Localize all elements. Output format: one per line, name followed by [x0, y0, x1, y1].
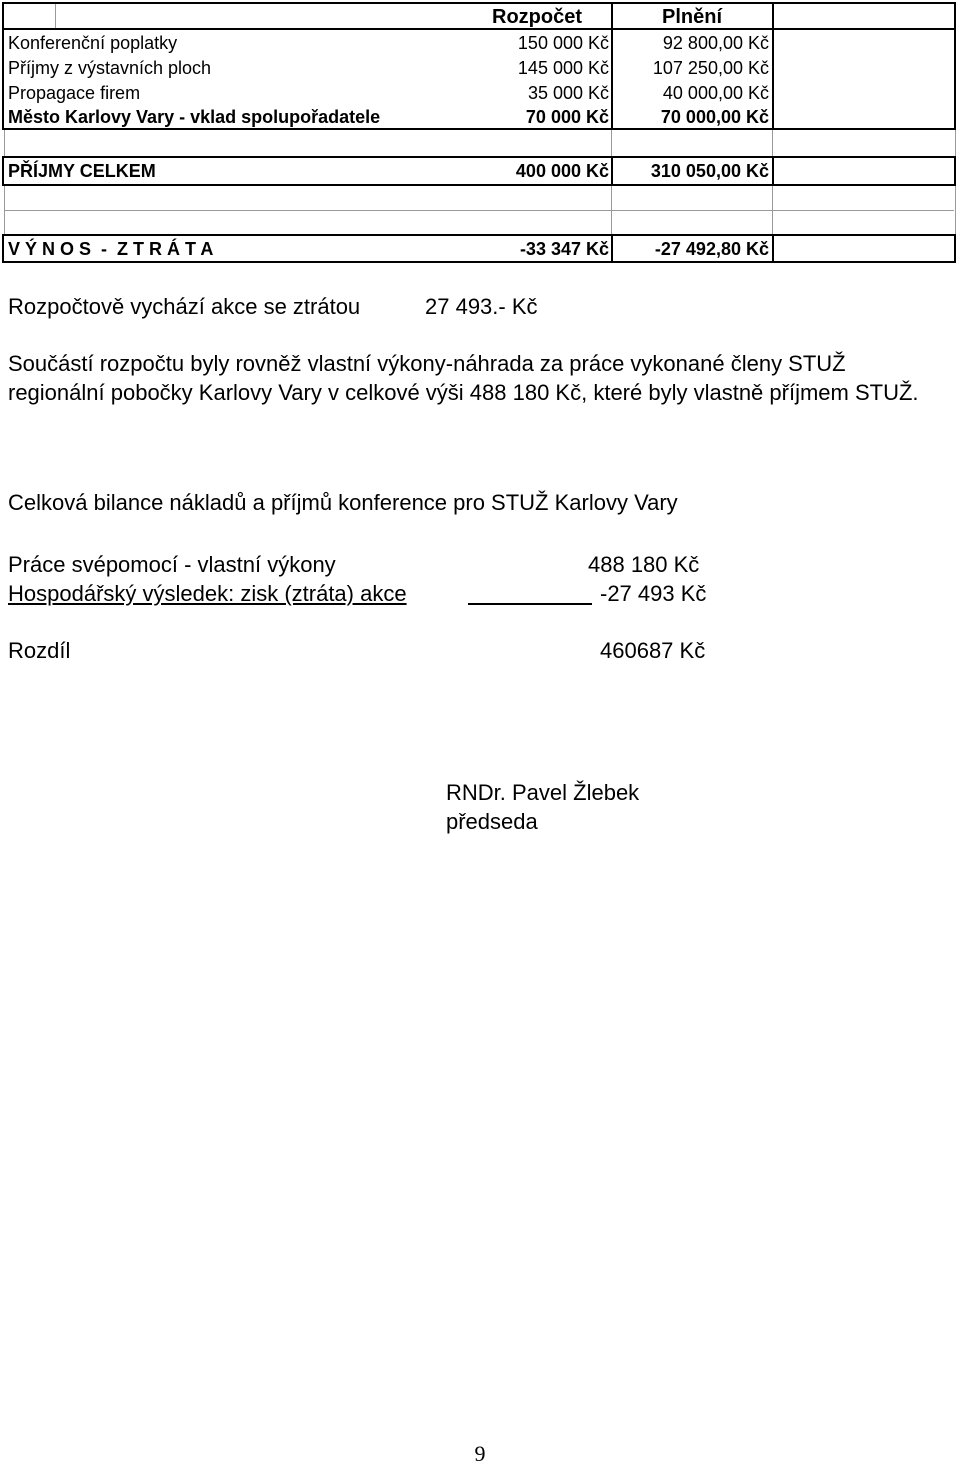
result-label-text: Hospodářský výsledek: zisk (ztráta) akce — [8, 581, 407, 606]
own-work-label: Práce svépomocí - vlastní výkony — [8, 552, 336, 577]
row-label: Příjmy z výstavních ploch — [8, 57, 212, 78]
underline-rule — [468, 603, 592, 605]
signature-role: předseda — [446, 809, 538, 834]
grid-line — [772, 130, 773, 156]
result-budget: -33 347 Kč — [519, 239, 609, 259]
page-number: 9 — [474, 1441, 486, 1466]
table-border — [2, 234, 4, 263]
own-work-value: 488 180 Kč — [588, 552, 700, 577]
row-label: Propagace firem — [8, 82, 141, 103]
total-label: PŘÍJMY CELKEM — [8, 161, 156, 181]
grid-line — [955, 186, 956, 234]
total-budget: 400 000 Kč — [515, 161, 609, 181]
grid-line — [55, 4, 56, 28]
row-budget: 150 000 Kč — [517, 32, 609, 53]
row-label: Konferenční poplatky — [8, 32, 178, 53]
result-actual: -27 492,80 Kč — [654, 239, 769, 259]
row-budget: 145 000 Kč — [517, 57, 609, 78]
result-value: -27 493 Kč — [600, 581, 707, 606]
loss-statement-amount: 27 493.- Kč — [425, 294, 538, 319]
table-border — [2, 261, 956, 263]
result-label: V Ý N O S - Z T R Á T A — [8, 239, 214, 259]
table-border — [2, 128, 956, 130]
grid-line — [955, 130, 956, 156]
signature-name: RNDr. Pavel Žlebek — [446, 780, 640, 805]
table-border — [2, 156, 956, 158]
table-border — [2, 2, 4, 130]
row-actual: 92 800,00 Kč — [662, 32, 769, 53]
row-budget: 70 000 Kč — [525, 107, 609, 127]
table-border — [611, 156, 613, 186]
table-border — [772, 156, 774, 186]
table-border — [954, 234, 956, 263]
row-label: Město Karlovy Vary - vklad spolupořadatele — [8, 107, 381, 127]
grid-line — [4, 186, 5, 234]
table-border — [2, 28, 956, 30]
total-actual: 310 050,00 Kč — [650, 161, 769, 181]
difference-value: 460687 Kč — [600, 638, 706, 663]
budget-paragraph: Součástí rozpočtu byly rovněž vlastní výkony-náhrada za práce vykonané členy STUŽ regionální pobočky Karlovy Vary v celkové výši 488 180 Kč, které byly vlastně příjmem STUŽ. — [8, 351, 919, 405]
table-border — [2, 2, 956, 4]
table-border — [611, 234, 613, 263]
grid-line — [611, 130, 612, 156]
table-border — [2, 234, 956, 236]
balance-heading: Celková bilance nákladů a příjmů konference pro STUŽ Karlovy Vary — [8, 490, 678, 515]
grid-line — [4, 130, 5, 156]
table-border — [2, 184, 956, 186]
loss-statement-text: Rozpočtově vychází akce se ztrátou — [8, 294, 361, 319]
header-budget: Rozpočet — [492, 6, 582, 28]
table-border — [772, 234, 774, 263]
row-actual: 107 250,00 Kč — [652, 57, 769, 78]
table-border — [954, 2, 956, 130]
grid-line — [4, 210, 954, 211]
table-border — [2, 156, 4, 186]
row-actual: 70 000,00 Kč — [660, 107, 769, 127]
header-actual: Plnění — [661, 6, 722, 28]
grid-line — [611, 186, 612, 234]
table-border — [772, 2, 774, 130]
table-border — [954, 156, 956, 186]
row-budget: 35 000 Kč — [527, 82, 609, 103]
table-border — [611, 2, 613, 130]
grid-line — [772, 186, 773, 234]
row-actual: 40 000,00 Kč — [662, 82, 769, 103]
difference-label: Rozdíl — [8, 638, 71, 663]
budget-table — [0, 0, 960, 270]
